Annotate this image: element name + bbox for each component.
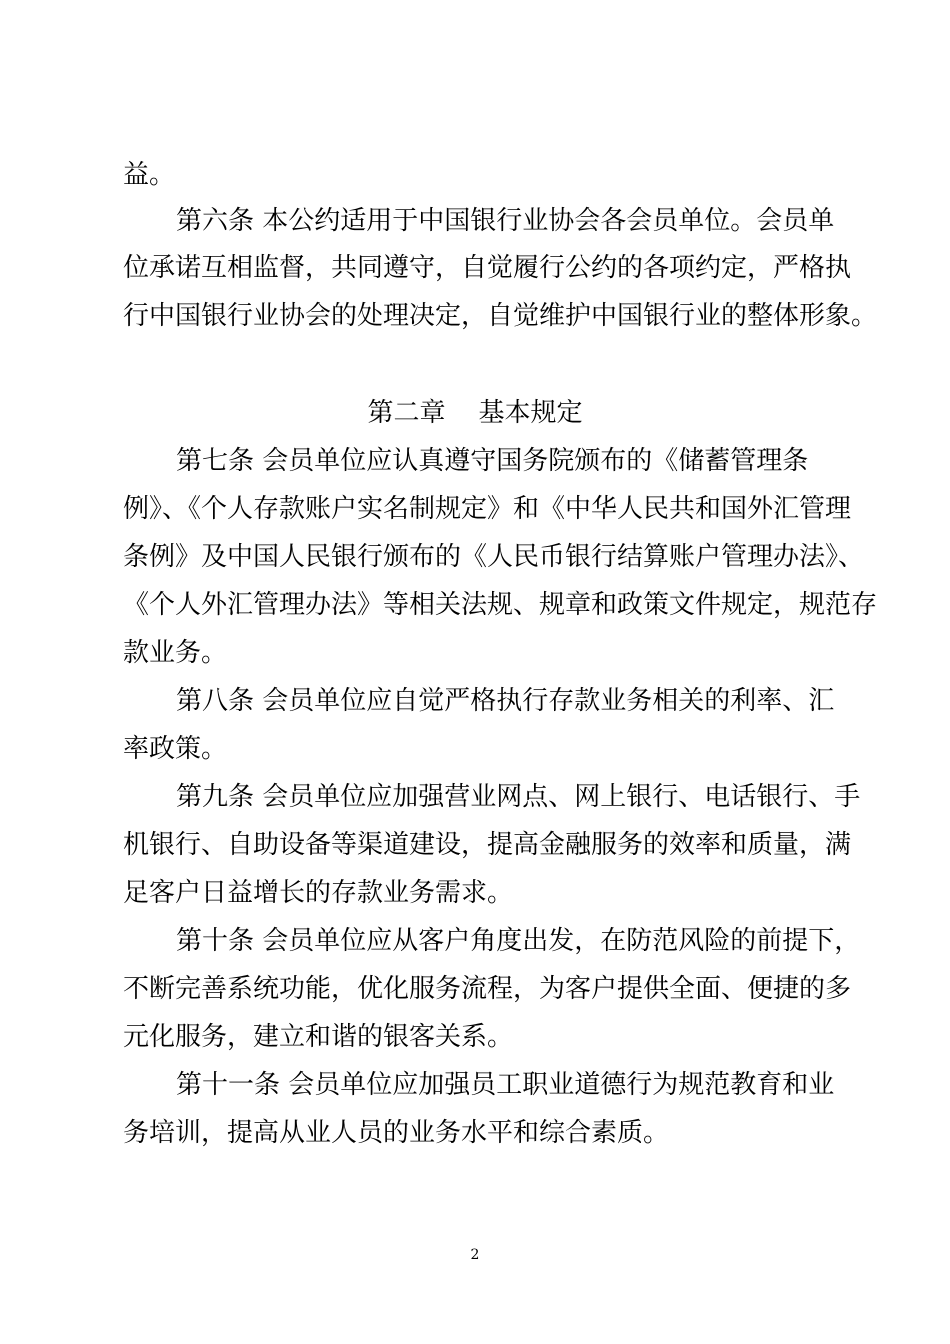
- article-7-line-1: 第七条 会员单位应认真遵守国务院颁布的《储蓄管理条: [176, 446, 809, 476]
- article-8-line-1: 第八条 会员单位应自觉严格执行存款业务相关的利率、汇: [176, 686, 835, 716]
- article-11-line-1: 第十一条 会员单位应加强员工职业道德行为规范教育和业: [176, 1070, 835, 1100]
- article-9-line-3: 足客户日益增长的存款业务需求。: [123, 878, 514, 908]
- article-7-line-2: 例》、《个人存款账户实名制规定》和《中华人民共和国外汇管理: [123, 494, 852, 524]
- chapter-title: 第二章 基本规定: [367, 398, 583, 428]
- article-7-line-3: 条例》及中国人民银行颁布的《人民币银行结算账户管理办法》、: [123, 542, 865, 572]
- article-9-line-2: 机银行、自助设备等渠道建设，提高金融服务的效率和质量，满: [123, 830, 852, 860]
- article-7-line-4: 《个人外汇管理办法》等相关法规、规章和政策文件规定，规范存: [123, 590, 878, 620]
- article-11-line-2: 务培训，提高从业人员的业务水平和综合素质。: [123, 1118, 670, 1148]
- article-10-line-1: 第十条 会员单位应从客户角度出发，在防范风险的前提下，: [176, 926, 861, 956]
- article-10-line-2: 不断完善系统功能，优化服务流程，为客户提供全面、便捷的多: [123, 974, 852, 1004]
- article-8-line-2: 率政策。: [123, 734, 228, 764]
- text-line: 益。: [123, 160, 176, 190]
- page-number: 2: [470, 1247, 480, 1263]
- article-10-line-3: 元化服务，建立和谐的银客关系。: [123, 1022, 514, 1052]
- article-9-line-1: 第九条 会员单位应加强营业网点、网上银行、电话银行、手: [176, 782, 861, 812]
- article-6-line-2: 位承诺互相监督，共同遵守，自觉履行公约的各项约定，严格执: [123, 253, 852, 283]
- article-6-line-1: 第六条 本公约适用于中国银行业协会各会员单位。会员单: [176, 206, 835, 236]
- article-7-line-5: 款业务。: [123, 638, 228, 668]
- article-6-line-3: 行中国银行业协会的处理决定，自觉维护中国银行业的整体形象。: [123, 301, 878, 331]
